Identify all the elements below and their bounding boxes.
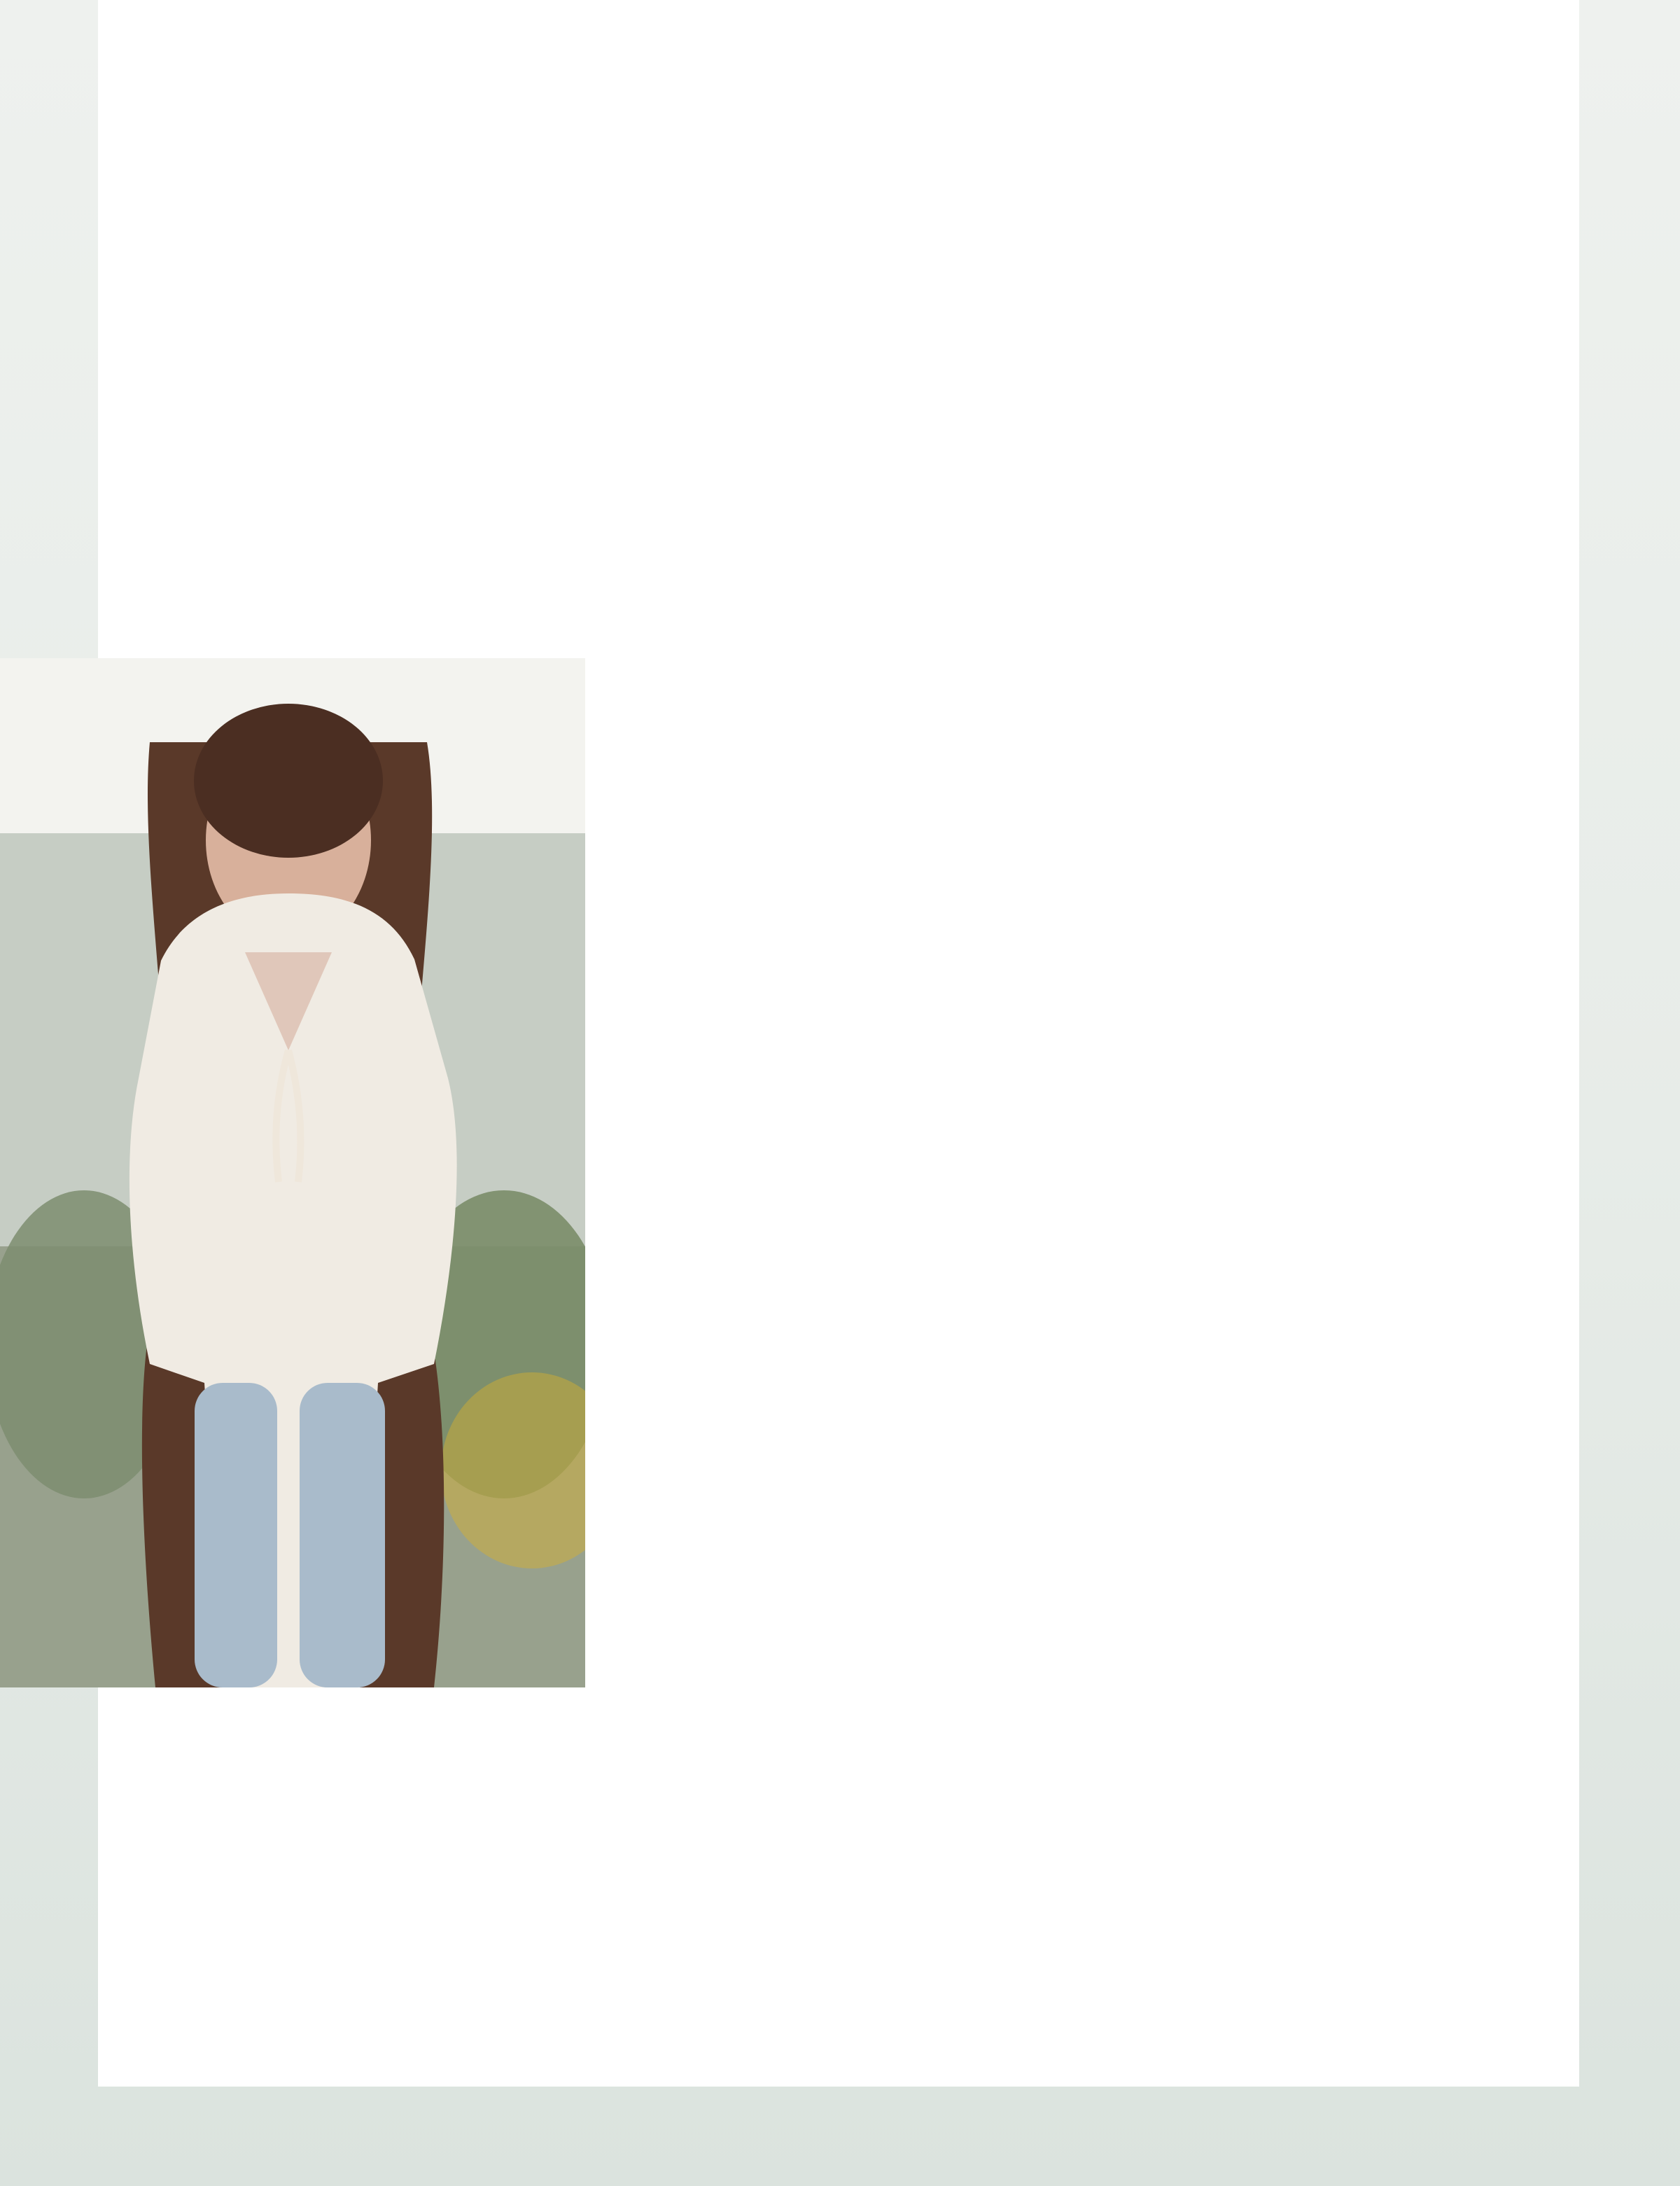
- woman-photo: [0, 658, 585, 1687]
